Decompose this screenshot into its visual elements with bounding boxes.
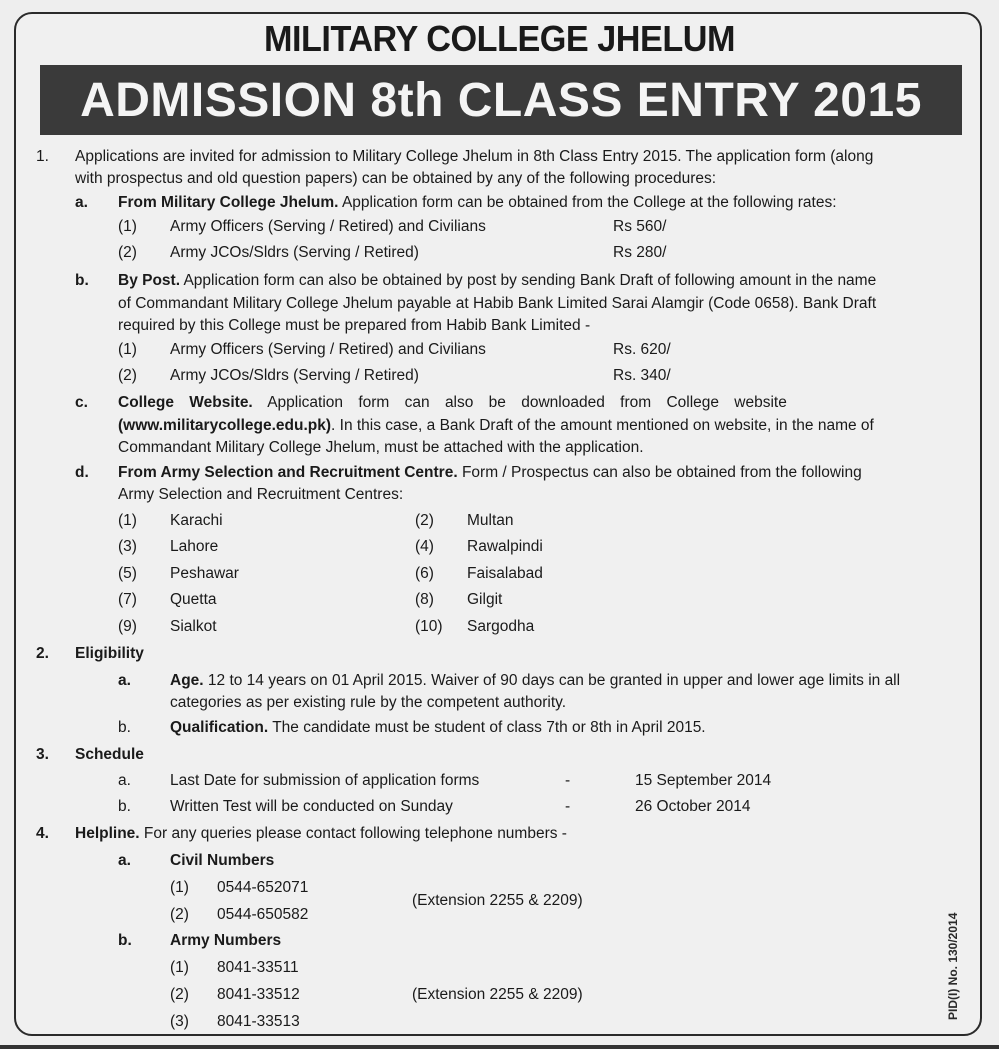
item-letter: d. [75,464,89,481]
item-heading: By Post. [118,272,181,289]
row-number: (1) [118,512,137,529]
fee-label: Army Officers (Serving / Retired) and Civilians [170,341,486,358]
item-body: Form / Prospectus can also be obtained from the following [457,464,862,481]
centre-name: Faisalabad [467,565,543,582]
row-number: (1) [118,341,137,358]
item-letter: a. [118,772,131,789]
item-letter: a. [75,194,88,211]
civil-numbers-heading: Civil Numbers [170,852,275,869]
banner-text: ADMISSION 8th CLASS ENTRY 2015 [80,73,922,127]
extension-note: (Extension 2255 & 2209) [412,986,583,1003]
row-number: (4) [415,538,434,555]
fee-amount: Rs. 340/ [613,367,671,384]
item-body: Application form can also be downloaded from College website [252,394,787,411]
phone-number[interactable]: 8041-33513 [217,1013,300,1030]
item-body: Commandant Military College Jhelum, must be attached with the application. [118,439,644,456]
schedule-date: 26 October 2014 [635,798,751,815]
item-letter: b. [118,719,131,736]
centre-name: Lahore [170,538,219,555]
section-number: 2. [36,645,49,662]
extension-note: (Extension 2255 & 2209) [412,892,583,909]
row-number: (3) [118,538,137,555]
item-letter: a. [118,852,131,869]
website-link[interactable]: (www.militarycollege.edu.pk) [118,417,332,434]
item-letter: b. [75,272,89,289]
item-body: required by this College must be prepared from Habib Bank Limited - [118,317,591,334]
schedule-dash: - [565,772,571,789]
item-letter: b. [118,932,132,949]
item-body: of Commandant Military College Jhelum payable at Habib Bank Limited Sarai Alamgir (Code 0658). Bank Draft [118,295,877,312]
item-body: Application form can also be obtained by post by sending Bank Draft of following amount in the name [180,272,877,289]
centre-name: Sargodha [467,618,535,635]
section-title: Schedule [75,746,144,763]
schedule-label: Written Test will be conducted on Sunday [170,798,453,815]
centre-name: Multan [467,512,514,529]
section-title: Helpline. [75,825,140,842]
item-heading: From Military College Jhelum. [118,194,339,211]
item-body: categories as per existing rule by the competent authority. [170,694,567,711]
pid-number: PID(I) No. 130/2014 [946,912,960,1020]
centre-name: Rawalpindi [467,538,543,555]
phone-number[interactable]: 8041-33512 [217,986,300,1003]
item-body: For any queries please contact following telephone numbers - [139,825,567,842]
item-letter: b. [118,798,131,815]
row-number: (1) [170,879,189,896]
section1-line: Applications are invited for admission to Military College Jhelum in 8th Class Entry 2015. The application form (along [75,148,874,165]
row-number: (1) [118,218,137,235]
section1-line: with prospectus and old question papers) can be obtained by any of the following procedures: [75,170,717,187]
item-body: . In this case, a Bank Draft of the amount mentioned on website, in the name of [331,417,874,434]
row-number: (3) [170,1013,189,1030]
row-number: (2) [118,367,137,384]
qualification-text [170,715,706,741]
row-number: (1) [170,959,189,976]
item-heading: Age. [170,672,204,689]
row-number: (2) [415,512,434,529]
fee-amount: Rs 280/ [613,244,667,261]
item-body: 12 to 14 years on 01 April 2015. Waiver of 90 days can be granted in upper and lower age limits in all [203,672,901,689]
row-number: (9) [118,618,137,635]
row-number: (5) [118,565,137,582]
fee-amount: Rs 560/ [613,218,667,235]
centre-name: Peshawar [170,565,239,582]
fee-label: Army JCOs/Sldrs (Serving / Retired) [170,367,419,384]
item-body: The candidate must be student of class 7th or 8th in April 2015. [268,719,706,736]
item-heading: College Website. [118,394,253,411]
row-number: (2) [170,986,189,1003]
schedule-date: 15 September 2014 [635,772,772,789]
helpline-text [75,821,567,847]
fee-amount: Rs. 620/ [613,341,671,358]
item-letter: c. [75,394,88,411]
row-number: (6) [415,565,434,582]
army-numbers-heading: Army Numbers [170,932,282,949]
fee-label: Army JCOs/Sldrs (Serving / Retired) [170,244,419,261]
college-title: MILITARY COLLEGE JHELUM [263,18,736,59]
item-heading: Qualification. [170,719,269,736]
section-number: 4. [36,825,49,842]
section-number: 1. [36,148,49,165]
centre-name: Gilgit [467,591,503,608]
row-number: (8) [415,591,434,608]
item-a-text [118,190,837,216]
centre-name: Quetta [170,591,217,608]
item-body: Application form can be obtained from the College at the following rates: [338,194,837,211]
schedule-dash: - [565,798,571,815]
phone-number[interactable]: 0544-650582 [217,906,309,923]
row-number: (2) [118,244,137,261]
phone-number[interactable]: 8041-33511 [217,959,299,976]
item-body: Army Selection and Recruitment Centres: [118,486,404,503]
section-number: 3. [36,746,49,763]
row-number: (2) [170,906,189,923]
centre-name: Sialkot [170,618,217,635]
page-divider [0,1045,999,1049]
row-number: (10) [415,618,443,635]
phone-number[interactable]: 0544-652071 [217,879,309,896]
centre-name: Karachi [170,512,223,529]
item-heading: From Army Selection and Recruitment Centre. [118,464,458,481]
row-number: (7) [118,591,137,608]
item-letter: a. [118,672,131,689]
fee-label: Army Officers (Serving / Retired) and Civilians [170,218,486,235]
admission-banner [40,65,962,135]
section-title: Eligibility [75,645,144,662]
schedule-label: Last Date for submission of application forms [170,772,480,789]
